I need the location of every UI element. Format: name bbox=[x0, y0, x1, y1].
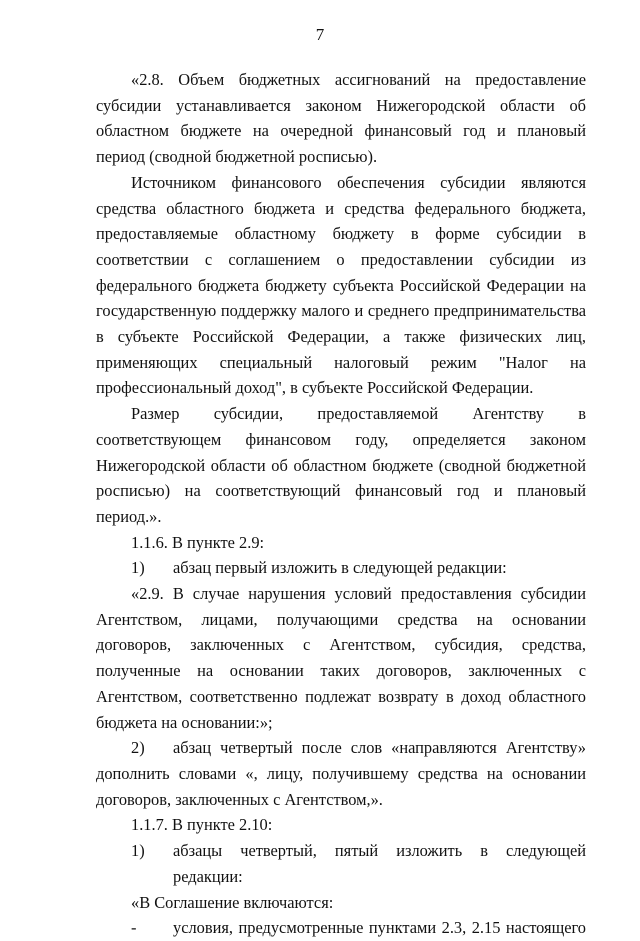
paragraph-2-9: «2.9. В случае нарушения условий предоставления субсидии Агентством, лицами, получающими средства на основании договоров, заключенных с Агентством, субсидия, средства, полученные на основании таких договоров, заключенных с Агентством, соответственно подлежат возврату в доход областного бюджета на основании:»; bbox=[96, 584, 586, 732]
paragraph-funding-source: Источником финансового обеспечения субсидии являются средства областного бюджета и средства федерального бюджета, предоставляемые областному бюджету в форме субсидии в соответствии с соглашением о предоставлении субсидии из федерального бюджета бюджету субъекта Российской Федерации на государственную поддержку малого и среднего предпринимательства в субъекте Российской Федерации, а также физических лиц, применяющих специальный налоговый режим "Налог на профессиональный доход", в субъекте Российской Федерации. bbox=[96, 172, 586, 398]
list-item-text: абзац первый изложить в следующей редакции: bbox=[173, 558, 507, 578]
paragraph-1-1-6: 1.1.6. В пункте 2.9: bbox=[131, 532, 265, 552]
paragraph-1-1-7: 1.1.7. В пункте 2.10: bbox=[131, 815, 273, 835]
list-item-text: абзац четвертый после слов «направляются Агентству» дополнить словами «, лицу, получившему средства на основании договоров, заключенных с Агентством,». bbox=[96, 738, 586, 809]
paragraph-2-8: «2.8. Объем бюджетных ассигнований на предоставление субсидии устанавливается законом Нижегородской области об областном бюджете на очередной финансовый год и плановый период (сводной бюджетной росписью). bbox=[96, 70, 586, 167]
paragraph-subsidy-size: Размер субсидии, предоставляемой Агентству в соответствующем финансовом году, определяется законом Нижегородской области об областном бюджете (сводной бюджетной росписью) на соответствующий финансовый год и плановый период.». bbox=[96, 404, 586, 526]
paragraph-agreement-includes: «В Соглашение включаются: bbox=[131, 892, 334, 912]
list-marker: 1) bbox=[131, 558, 145, 578]
list-item-2 bbox=[96, 735, 586, 812]
document-body bbox=[96, 67, 586, 941]
list-item-1-first bbox=[96, 555, 586, 581]
list-item-text: абзацы четвертый, пятый изложить в следующей редакции: bbox=[173, 841, 586, 886]
list-marker: 2) bbox=[131, 738, 145, 758]
dash-list-item bbox=[96, 915, 586, 941]
list-marker: 1) bbox=[131, 841, 145, 861]
list-item-1-second bbox=[96, 838, 586, 889]
dash-item-text: условия, предусмотренные пунктами 2.3, 2.15 настоящего bbox=[173, 918, 586, 938]
dash-marker: - bbox=[131, 918, 137, 938]
page-number: 7 bbox=[315, 25, 325, 44]
